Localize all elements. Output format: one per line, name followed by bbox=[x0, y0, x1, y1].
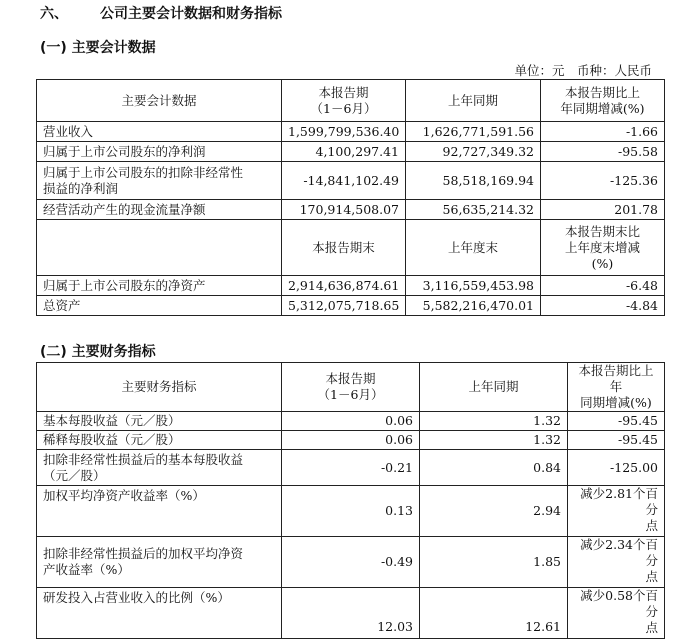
cell-value: 5,582,216,470.01 bbox=[406, 296, 541, 316]
cell-value: 1.32 bbox=[420, 431, 568, 450]
cell-value: 2.94 bbox=[420, 486, 568, 537]
column-header: 本报告期比上年 同期增减(%) bbox=[568, 363, 665, 412]
section-heading bbox=[40, 3, 282, 23]
row-label: 总资产 bbox=[37, 296, 282, 316]
cell-value: 1,626,771,591.56 bbox=[406, 122, 541, 142]
cell-value: -6.48 bbox=[541, 276, 665, 296]
subsection-title-accounting-data: (一) 主要会计数据 bbox=[40, 40, 156, 56]
cell-value: -125.36 bbox=[541, 162, 665, 200]
table-row bbox=[37, 276, 665, 296]
table-row bbox=[37, 122, 665, 142]
column-header: 本报告期 （1－6月） bbox=[282, 363, 420, 412]
table-row bbox=[37, 450, 665, 486]
cell-value: 12.03 bbox=[282, 588, 420, 639]
cell-value: -95.58 bbox=[541, 142, 665, 162]
cell-value: 56,635,214.32 bbox=[406, 200, 541, 220]
cell-value: 92,727,349.32 bbox=[406, 142, 541, 162]
row-label: 加权平均净资产收益率（%） bbox=[37, 486, 282, 537]
cell-value: 0.13 bbox=[282, 486, 420, 537]
cell-value: -1.66 bbox=[541, 122, 665, 142]
table-row bbox=[37, 200, 665, 220]
cell-value: 1,599,799,536.40 bbox=[282, 122, 406, 142]
cell-value: 58,518,169.94 bbox=[406, 162, 541, 200]
cell-value: 减少2.34个百分 点 bbox=[568, 537, 665, 588]
column-header: 上年度末 bbox=[406, 220, 541, 276]
row-label: 扣除非经常性损益后的基本每股收益 （元／股） bbox=[37, 450, 282, 486]
row-label: 归属于上市公司股东的扣除非经常性 损益的净利润 bbox=[37, 162, 282, 200]
section-title: 公司主要会计数据和财务指标 bbox=[100, 6, 282, 22]
cell-value: 1.85 bbox=[420, 537, 568, 588]
cell-value: 0.84 bbox=[420, 450, 568, 486]
financial-indicators-table bbox=[36, 362, 665, 639]
cell-value: 4,100,297.41 bbox=[282, 142, 406, 162]
cell-value: -125.00 bbox=[568, 450, 665, 486]
cell-value: 3,116,559,453.98 bbox=[406, 276, 541, 296]
section-number: 六、 bbox=[40, 6, 68, 22]
cell-value: 170,914,508.07 bbox=[282, 200, 406, 220]
column-header: 主要会计数据 bbox=[37, 80, 282, 122]
cell-value: 5,312,075,718.65 bbox=[282, 296, 406, 316]
row-label: 归属于上市公司股东的净利润 bbox=[37, 142, 282, 162]
table-row bbox=[37, 588, 665, 639]
cell-value: -95.45 bbox=[568, 431, 665, 450]
table-row bbox=[37, 296, 665, 316]
column-header: 本报告期比上 年同期增减(%) bbox=[541, 80, 665, 122]
cell-value: -4.84 bbox=[541, 296, 665, 316]
table-subheader-row bbox=[37, 220, 665, 276]
column-header: 本报告期末 bbox=[282, 220, 406, 276]
table-row bbox=[37, 162, 665, 200]
row-label: 基本每股收益（元／股） bbox=[37, 412, 282, 431]
table-header-row bbox=[37, 80, 665, 122]
cell-value: 0.06 bbox=[282, 412, 420, 431]
empty-cell bbox=[37, 220, 282, 276]
column-header: 上年同期 bbox=[420, 363, 568, 412]
currency-unit-line: 单位：元 币种：人民币 bbox=[514, 63, 652, 78]
cell-value: -0.21 bbox=[282, 450, 420, 486]
table-header-row bbox=[37, 363, 665, 412]
cell-value: -0.49 bbox=[282, 537, 420, 588]
row-label: 经营活动产生的现金流量净额 bbox=[37, 200, 282, 220]
table-row bbox=[37, 431, 665, 450]
column-header: 主要财务指标 bbox=[37, 363, 282, 412]
cell-value: -95.45 bbox=[568, 412, 665, 431]
cell-value: 2,914,636,874.61 bbox=[282, 276, 406, 296]
cell-value: 0.06 bbox=[282, 431, 420, 450]
subsection-title-financial-indicators: (二) 主要财务指标 bbox=[40, 344, 156, 360]
row-label: 扣除非经常性损益后的加权平均净资 产收益率（%） bbox=[37, 537, 282, 588]
table-row bbox=[37, 537, 665, 588]
row-label: 归属于上市公司股东的净资产 bbox=[37, 276, 282, 296]
cell-value: -14,841,102.49 bbox=[282, 162, 406, 200]
table-row bbox=[37, 412, 665, 431]
cell-value: 12.61 bbox=[420, 588, 568, 639]
cell-value: 201.78 bbox=[541, 200, 665, 220]
row-label: 研发投入占营业收入的比例（%） bbox=[37, 588, 282, 639]
column-header: 本报告期 （1－6月） bbox=[282, 80, 406, 122]
cell-value: 减少0.58个百分 点 bbox=[568, 588, 665, 639]
row-label: 营业收入 bbox=[37, 122, 282, 142]
cell-value: 减少2.81个百分 点 bbox=[568, 486, 665, 537]
cell-value: 1.32 bbox=[420, 412, 568, 431]
accounting-data-table bbox=[36, 79, 665, 316]
table-row bbox=[37, 142, 665, 162]
column-header: 本报告期末比 上年度末增减 (%) bbox=[541, 220, 665, 276]
row-label: 稀释每股收益（元／股） bbox=[37, 431, 282, 450]
table-row bbox=[37, 486, 665, 537]
column-header: 上年同期 bbox=[406, 80, 541, 122]
